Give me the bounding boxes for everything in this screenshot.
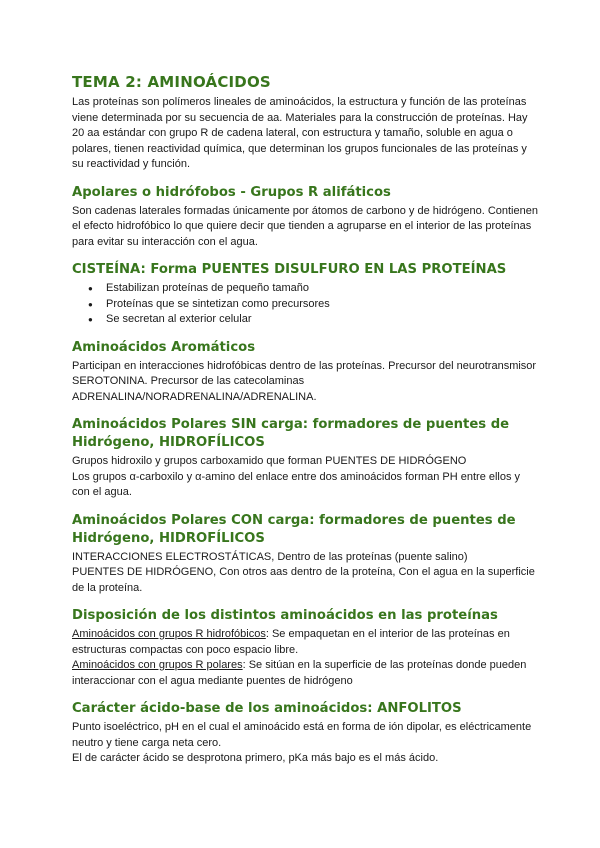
section-aromaticos [72, 339, 540, 406]
section-cisteina [72, 261, 540, 328]
label-description: : Se empaquetan en el interior de las proteínas en estructuras compactas con poco espacio libre. [72, 628, 510, 656]
section-heading: CISTEÍNA: Forma PUENTES DISULFURO EN LAS PROTEÍNAS [72, 262, 507, 277]
section-text: INTERACCIONES ELECTROSTÁTICAS, Dentro de las proteínas (puente salino) [72, 550, 468, 563]
section-heading: Aminoácidos Aromáticos [72, 339, 256, 355]
section-heading: Disposición de los distintos aminoácidos en las proteínas [72, 608, 498, 623]
document-title: TEMA 2: AMINOÁCIDOS [72, 73, 271, 91]
section-apolares [72, 184, 540, 251]
section-acido-base [72, 700, 540, 767]
bullet-list [72, 281, 540, 328]
underlined-label: Aminoácidos con grupos R hidrofóbicos [72, 628, 266, 640]
section-heading: Carácter ácido-base de los aminoácidos: ANFOLITOS [72, 701, 462, 716]
section-heading: Aminoácidos Polares SIN carga: formadores de puentes de Hidrógeno, HIDROFÍLICOS [72, 417, 510, 450]
section-text: Participan en interacciones hidrofóbicas dentro de las proteínas. Precursor del neurotransmisor SEROTONINA. Precursor de las catecolaminas ADRENALINA/NORADRENALINA/ADRENALINA. [72, 359, 537, 403]
section-heading: Aminoácidos Polares CON carga: formadores de puentes de Hidrógeno, HIDROFÍLICOS [72, 512, 516, 546]
list-item: ● Proteínas que se sintetizan como precursores [106, 297, 540, 313]
label-description: : Se sitúan en la superficie de las proteínas donde pueden interaccionar con el agua mediante puentes de hidrógeno [72, 659, 527, 687]
section-text: Son cadenas laterales formadas únicamente por átomos de carbono y de hidrógeno. Contienen el efecto hidrofóbico lo que quiere decir que tienden a agruparse en el interior de las proteínas para evitar su interacción con el agua. [72, 204, 538, 248]
section-text: Punto isoeléctrico, pH en el cual el aminoácido está en forma de ión dipolar, es eléctricamente neutro y tiene carga neta cero. [72, 721, 532, 749]
section-text [72, 658, 540, 689]
list-item: ● Estabilizan proteínas de pequeño tamaño [106, 281, 540, 297]
section-polares-con-carga [72, 512, 540, 597]
section-polares-sin-carga [72, 416, 540, 501]
section-text: Grupos hidroxilo y grupos carboxamido que forman PUENTES DE HIDRÓGENO [72, 455, 467, 467]
section-text: El de carácter ácido se desprotona primero, pKa más bajo es el más ácido. [72, 752, 439, 764]
section-text: PUENTES DE HIDRÓGENO, Con otros aas dentro de la proteína, Con el agua en la superficie de la proteína. [72, 566, 535, 594]
section-disposicion [72, 607, 540, 689]
section-text: Los grupos α-carboxilo y α-amino del enlace entre dos aminoácidos forman PH entre ellos y con el agua. [72, 470, 521, 498]
section-text [72, 627, 540, 658]
underlined-label: Aminoácidos con grupos R polares [72, 659, 243, 671]
section-heading: Apolares o hidrófobos - Grupos R alifáticos [72, 184, 391, 200]
intro-paragraph: Las proteínas son polímeros lineales de aminoácidos, la estructura y función de las proteínas viene determinada por su secuencia de aa. Materiales para la construcción de proteínas. Hay 20 aa estándar con grupo R de cadena lateral, con estructura y tamaño, soluble en agua o polares, tienen reactividad química, que determinan los grupos funcionales de las proteínas y su reactividad y función. [72, 96, 528, 170]
list-item: ● Se secretan al exterior celular [106, 312, 540, 328]
